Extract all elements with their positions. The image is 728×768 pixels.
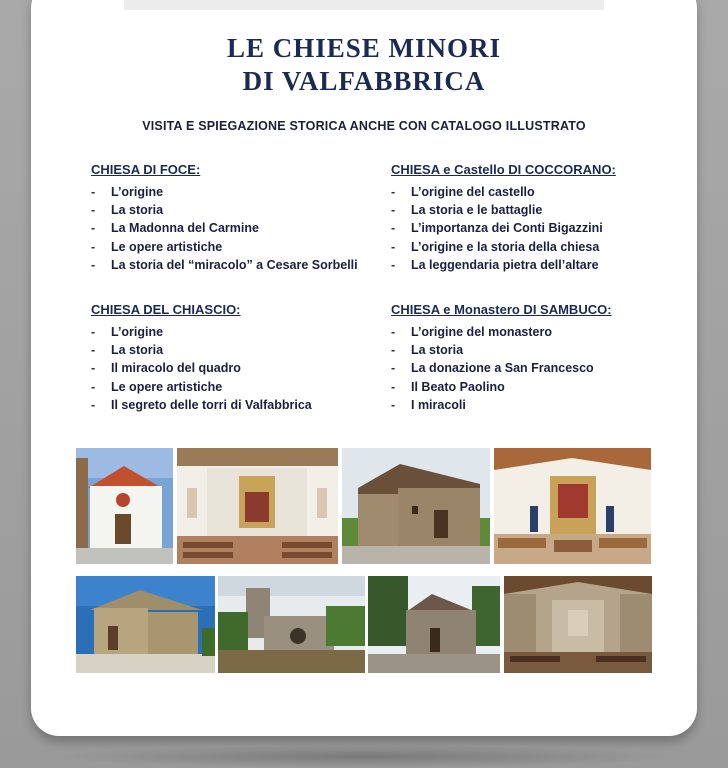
- list-item-text: L’origine e la storia della chiesa: [411, 239, 600, 254]
- section-chiesa-di-foce: [91, 162, 358, 274]
- dash: -: [91, 239, 96, 254]
- photo-church-foce-interior: [177, 448, 338, 564]
- list-item-text: I miracoli: [411, 397, 466, 412]
- list-item-text: L’origine: [111, 185, 164, 199]
- list-item-text: Il miracolo del quadro: [111, 361, 241, 376]
- list-item-text: La Madonna del Carmine: [111, 221, 259, 236]
- dash: -: [91, 203, 96, 218]
- list-item: [391, 183, 616, 201]
- list-item: [91, 219, 358, 237]
- list-item: [91, 201, 358, 219]
- dash: -: [91, 221, 96, 236]
- section-heading: CHIESA DI FOCE:: [91, 162, 201, 177]
- photo-church-foce-exterior: [76, 448, 173, 564]
- dash: -: [391, 239, 396, 254]
- section-heading: CHIESA e Monastero DI SAMBUCO:: [391, 302, 612, 317]
- photo-church-sambuco-interior: [504, 576, 652, 673]
- list-item-text: Il Beato Paolino: [411, 379, 505, 394]
- list-item-text: Il segreto delle torri di Valfabbrica: [111, 397, 312, 412]
- section-heading: CHIESA e Castello DI COCCORANO:: [391, 162, 616, 177]
- list-item: [391, 256, 616, 274]
- list-item-text: La storia: [411, 343, 464, 358]
- photo-church-sambuco-exterior: [368, 576, 500, 673]
- list-item-text: La storia e le battaglie: [411, 203, 543, 218]
- title-line-1: LE CHIESE MINORI: [226, 33, 502, 63]
- list-item-text: L’origine del castello: [411, 185, 535, 199]
- dash: -: [391, 203, 396, 218]
- dash: -: [91, 325, 96, 339]
- section-list: [91, 323, 312, 414]
- photo-church-coccorano-interior: [494, 448, 651, 564]
- list-item: [391, 378, 612, 396]
- dash: -: [391, 257, 396, 272]
- photo-church-chiascio-ruins: [218, 576, 365, 673]
- flyer-card: [31, 0, 697, 736]
- list-item: [391, 323, 612, 341]
- top-strip: [124, 0, 604, 10]
- section-list: [91, 183, 358, 274]
- title-line-2: DI VALFABBRICA: [242, 66, 486, 96]
- section-heading: CHIESA DEL CHIASCIO:: [91, 302, 241, 317]
- list-item: [391, 201, 616, 219]
- dash: -: [391, 379, 396, 394]
- list-item-text: La storia: [111, 343, 164, 358]
- list-item: [91, 256, 358, 274]
- card-shadow: [45, 745, 685, 768]
- list-item: [91, 323, 312, 341]
- section-chiesa-del-chiascio: [91, 302, 312, 414]
- section-list: [391, 323, 612, 414]
- dash: -: [391, 343, 396, 358]
- list-item: [91, 341, 312, 359]
- section-chiesa-sambuco: [391, 302, 612, 414]
- list-item: [391, 238, 616, 256]
- list-item: [391, 359, 612, 377]
- subtitle: VISITA E SPIEGAZIONE STORICA ANCHE CON CATALOGO ILLUSTRATO: [142, 119, 586, 133]
- list-item-text: La donazione a San Francesco: [411, 361, 594, 376]
- dash: -: [391, 361, 396, 376]
- list-item-text: La storia: [111, 203, 164, 218]
- list-item-text: L’importanza dei Conti Bigazzini: [411, 221, 603, 236]
- dash: -: [91, 257, 96, 272]
- list-item: [91, 396, 312, 414]
- list-item-text: L’origine: [111, 325, 164, 339]
- list-item: [391, 341, 612, 359]
- list-item-text: La storia del “miracolo” a Cesare Sorbelli: [111, 257, 358, 272]
- dash: -: [391, 397, 396, 412]
- dash: -: [91, 185, 96, 199]
- dash: -: [391, 325, 396, 339]
- list-item: [391, 219, 616, 237]
- dash: -: [391, 221, 396, 236]
- section-chiesa-coccorano: [391, 162, 616, 274]
- list-item: [91, 183, 358, 201]
- dash: -: [91, 397, 96, 412]
- dash: -: [391, 185, 396, 199]
- dash: -: [91, 343, 96, 358]
- photo-church-chiascio-exterior: [76, 576, 215, 673]
- photo-church-coccorano-exterior: [342, 448, 490, 564]
- list-item: [91, 378, 312, 396]
- list-item: [391, 396, 612, 414]
- list-item-text: La leggendaria pietra dell’altare: [411, 257, 599, 272]
- dash: -: [91, 379, 96, 394]
- dash: -: [91, 361, 96, 376]
- list-item-text: L’origine del monastero: [411, 325, 552, 339]
- section-list: [391, 183, 616, 274]
- list-item-text: Le opere artistiche: [111, 379, 223, 394]
- list-item: [91, 238, 358, 256]
- list-item-text: Le opere artistiche: [111, 239, 223, 254]
- list-item: [91, 359, 312, 377]
